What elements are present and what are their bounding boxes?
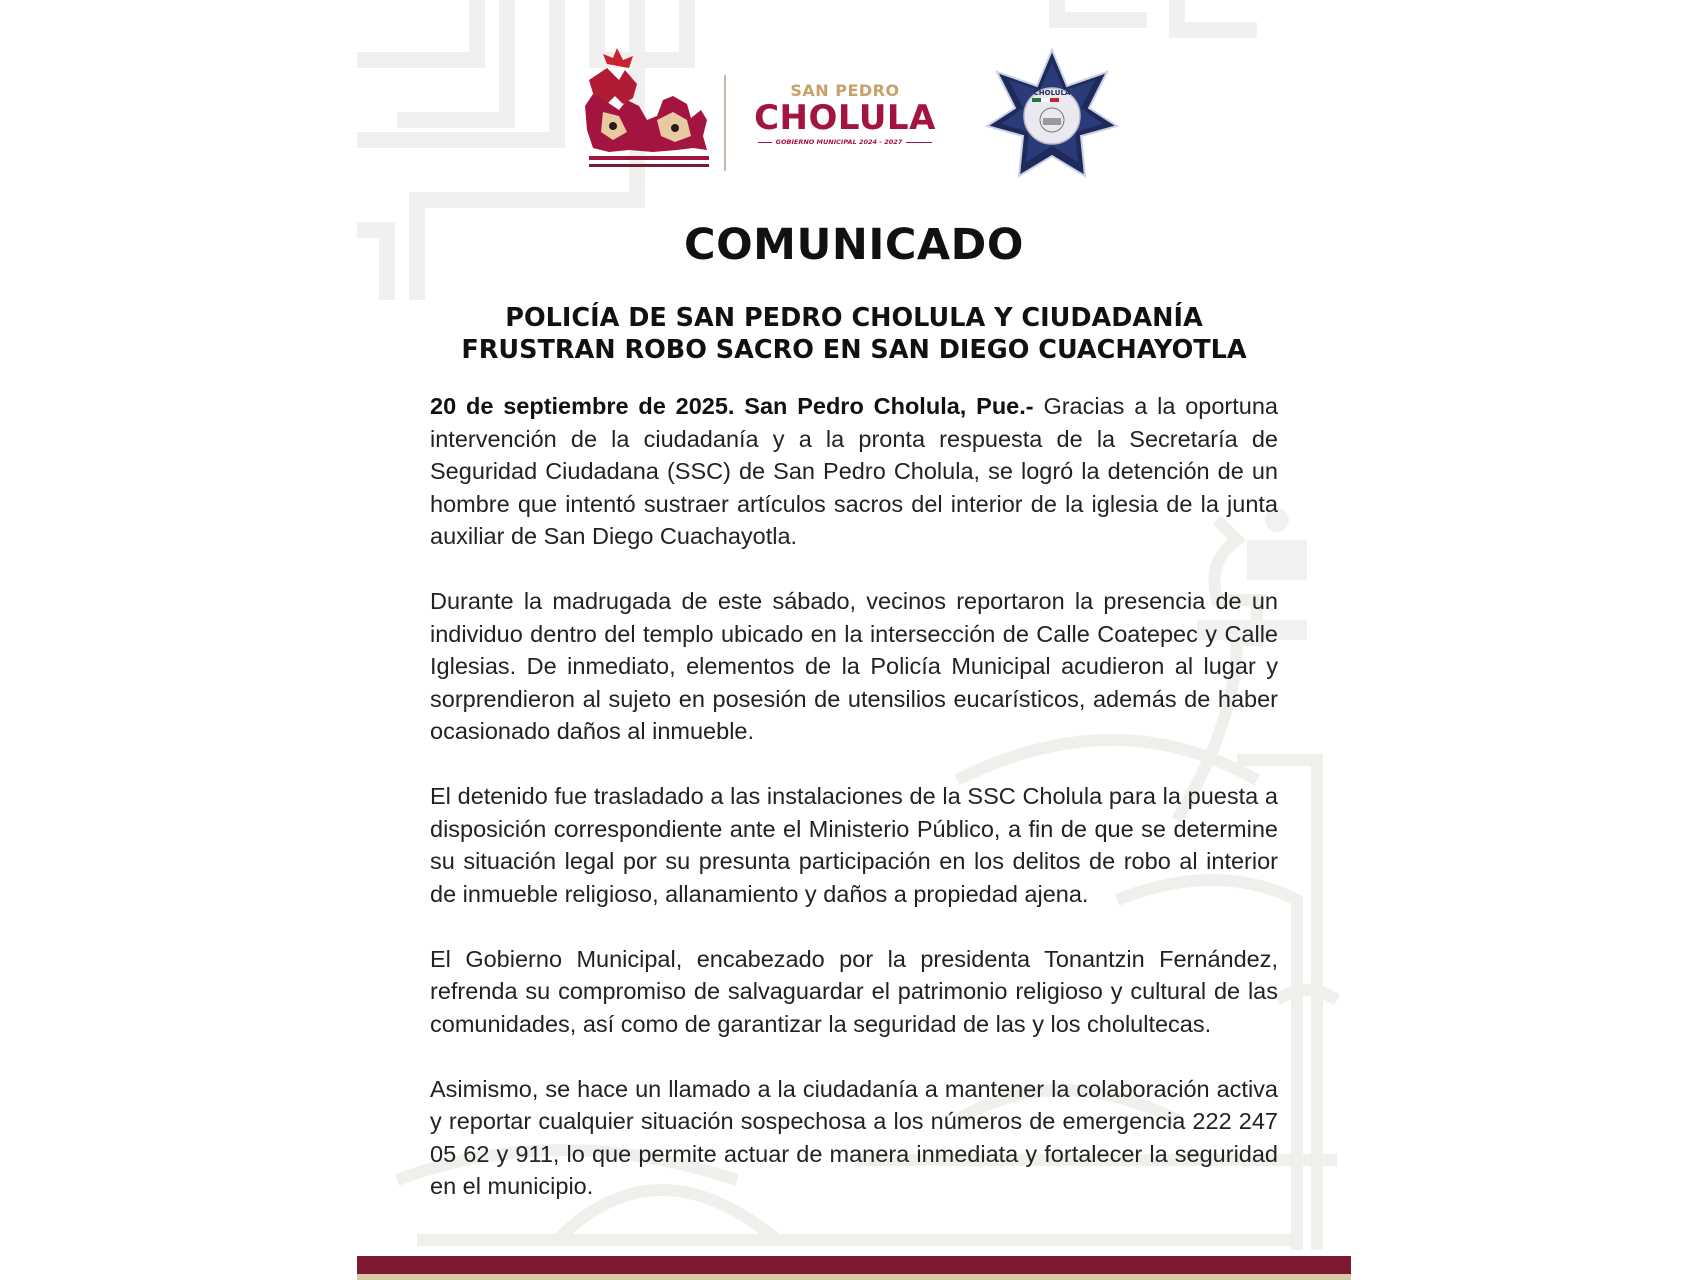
paragraph-3: El detenido fue trasladado a las instalaciones de la SSC Cholula para la puesta a disposición correspondiente ante el Ministerio Público, a fin de que se determine su situación legal por su presunta participación en los delitos de robo al interior de inmueble religioso, allanamiento y daños a propiedad ajena. [430, 783, 1278, 907]
paragraph-2: Durante la madrugada de este sábado, vecinos reportaron la presencia de un individuo dentro del templo ubicado en la intersección de Calle Coatepec y Calle Iglesias. De inmediato, elementos de la Policía Municipal acudieron al lugar y sorprendieron al sujeto en posesión de utensilios eucarísticos, además de haber ocasionado daños al inmueble. [430, 588, 1278, 744]
headline [427, 302, 1281, 366]
police-badge [985, 48, 1119, 182]
paragraph-1 [430, 390, 1278, 553]
wordmark-sub-text: GOBIERNO MUNICIPAL 2024 - 2027 [775, 138, 903, 146]
footer-bar [357, 1256, 1351, 1274]
logo-divider [724, 75, 726, 171]
press-release-page [357, 0, 1351, 1280]
document-title: COMUNICADO [684, 220, 1024, 270]
wordmark-main: CHOLULA [754, 98, 936, 138]
headline-line-1: POLICÍA DE SAN PEDRO CHOLULA Y CIUDADANÍA [505, 303, 1203, 333]
footer-accent-bar [357, 1274, 1351, 1280]
body-text [430, 390, 1278, 1235]
wordmark-top: SAN PEDRO [790, 81, 900, 100]
paragraph-5: Asimismo, se hace un llamado a la ciudadanía a mantener la colaboración activa y reportar cualquier situación sospechosa a los números de emergencia 222 247 05 62 y 911, lo que permite actuar de manera inmediata y fortalecer la seguridad en el municipio. [430, 1075, 1278, 1199]
paragraph-4: El Gobierno Municipal, encabezado por la presidenta Tonantzin Fernández, refrenda su compromiso de salvaguardar el patrimonio religioso y cultural de las comunidades, así como de garantizar la seguridad de las y los cholultecas. [430, 945, 1278, 1037]
headline-line-2: FRUSTRAN ROBO SACRO EN SAN DIEGO CUACHAYOTLA [461, 335, 1247, 365]
police-badge-text: CHOLULA [1033, 89, 1071, 97]
dateline: 20 de septiembre de 2025. San Pedro Cholula, Pue.- [430, 393, 1034, 419]
municipal-glyph-logo [585, 48, 709, 167]
paragraph-1-text: Gracias a la oportuna intervención de la ciudadanía y a la pronta respuesta de la Secretaría de Seguridad Ciudadana (SSC) de San Pedro Cholula, se logró la detención de un hombre que intentó sustraer artículos sacros del interior de la iglesia de la junta auxiliar de San Diego Cuachayotla. [430, 393, 1279, 549]
header-logos [357, 40, 1351, 190]
